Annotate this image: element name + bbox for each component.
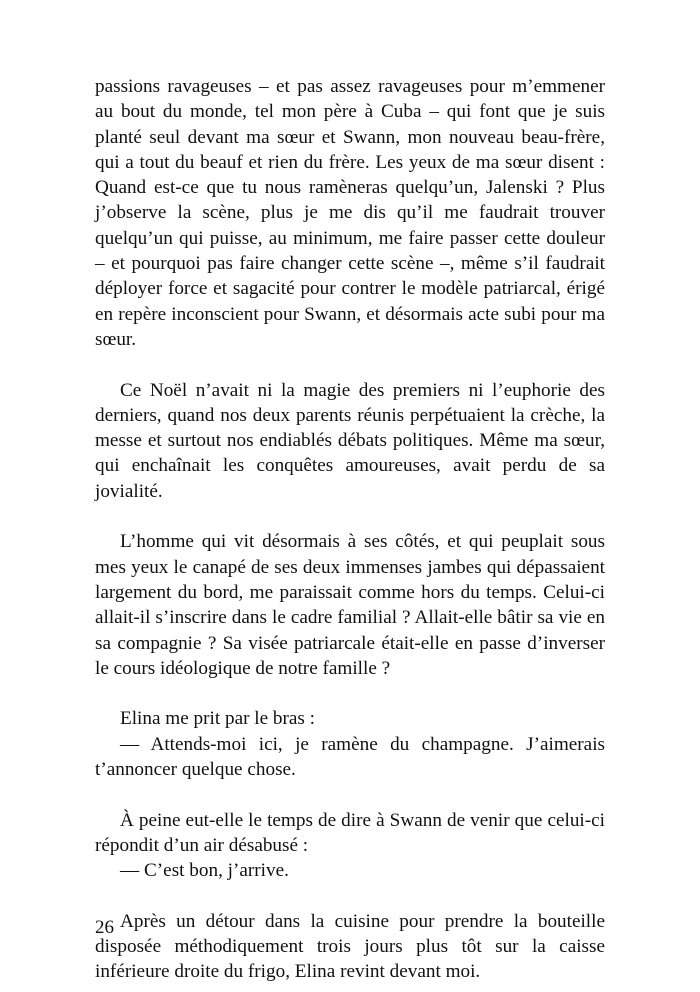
paragraph-spacer xyxy=(95,681,605,706)
dialogue-line-2: — C’est bon, j’arrive. xyxy=(120,860,289,882)
dialogue-line-1: — Attends-moi ici, je ramène du champagne. J’aimerais t’annoncer quelque chose. xyxy=(95,733,605,781)
paragraph-spacer xyxy=(95,884,605,909)
body-text xyxy=(95,74,605,985)
paragraph-6: Après un détour dans la cuisine pour prendre la bouteille disposée méthodiquement trois jours plus tôt sur la caisse inférieure droite du frigo, Elina revint devant moi. xyxy=(95,910,605,983)
page-number: 26 xyxy=(95,917,114,938)
paragraph-spacer xyxy=(95,504,605,529)
paragraph-spacer xyxy=(95,782,605,807)
paragraph-spacer xyxy=(95,352,605,377)
paragraph-3: L’homme qui vit désormais à ses côtés, et qui peuplait sous mes yeux le canapé de ses deux immenses jambes qui dépassaient largement du bord, me paraissait comme hors du temps. Celui-ci allait-il s’inscrire dans le cadre familial ? Allait-elle bâtir sa vie en sa compagnie ? Sa visée patriarcale était-elle en passe d’inverser le cours idéologique de notre famille ? xyxy=(95,531,605,679)
paragraph-4-line-1: Elina me prit par le bras : xyxy=(120,708,316,730)
paragraph-2: Ce Noël n’avait ni la magie des premiers ni l’euphorie des derniers, quand nos deux parents réunis perpétuaient la crèche, la messe et surtout nos endiablés débats politiques. Même ma sœur, qui enchaînait les conquêtes amoureuses, avait perdu de sa jovialité. xyxy=(95,379,605,502)
paragraph-5-line-1: À peine eut-elle le temps de dire à Swann de venir que celui-ci répondit d’un air désabusé : xyxy=(95,809,605,856)
paragraph-1: passions ravageuses – et pas assez ravageuses pour m’emmener au bout du monde, tel mon père à Cuba – qui font que je suis planté seul devant ma sœur et Swann, mon nouveau beau-frère, qui a tout du beauf et rien du frère. Les yeux de ma sœur disent : Quand est-ce que tu nous ramèneras quelqu’un, Jalenski ? Plus j’observe la scène, plus je me dis qu’il me faudrait trouver quelqu’un qui puisse, au minimum, me faire passer cette douleur – et pourquoi pas faire changer cette scène –, même s’il faudrait déployer force et sagacité pour contrer le modèle patriarcal, érigé en repère inconscient pour Swann, et désormais acte subi pour ma sœur. xyxy=(95,76,605,350)
